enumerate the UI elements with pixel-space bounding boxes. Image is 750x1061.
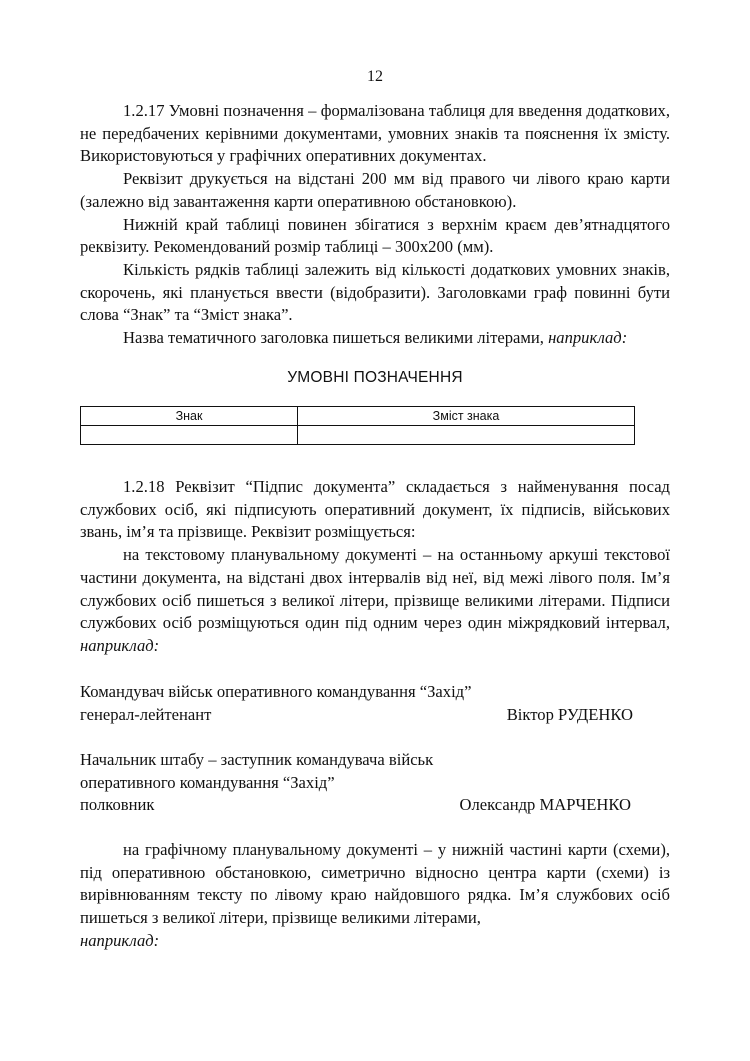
signature-position: оперативного командування “Захід”: [80, 772, 335, 792]
section-graphic-document: [80, 839, 670, 953]
signature-position: Командувач військ оперативного командування “Захід”: [80, 682, 472, 701]
table-cell: [298, 426, 635, 445]
signature-rank-name-row: [80, 704, 633, 727]
table-header-row: [81, 407, 635, 426]
signature-name: Олександр МАРЧЕНКО: [459, 795, 631, 815]
signature-block: [80, 749, 633, 817]
signature-rank-name-row: [80, 794, 633, 817]
paragraph-text: на текстовому планувальному документі – на останньому аркуші текстової частини документа, на відстані двох інтервалів від неї, від межі лівого поля. Ім’я службових осіб пишеться з великої літери, прізвище великими літерами. Підписи службових осіб розміщуються один під одним через один міжрядковий інтервал,: [80, 545, 670, 633]
section-1-2-18: [80, 476, 670, 658]
signature-name: Віктор РУДЕНКО: [506, 704, 633, 724]
paragraph: Нижній край таблиці повинен збігатися з верхнім краєм дев’ятнадцятого реквізиту. Рекомендований розмір таблиці – 300х200 (мм).: [80, 214, 670, 257]
table-row: [81, 426, 635, 445]
paragraph: Кількість рядків таблиці залежить від кількості додаткових умовних знаків, скорочень, які планується ввести (відобразити). Заголовками граф повинні бути слова “Знак” та “Зміст знака”.: [80, 259, 670, 325]
paragraph: на графічному планувальному документі – у нижній частині карти (схеми), під оперативною обстановкою, симетрично відносно центра карти (схеми) із вирівнюванням тексту по лівому краю найдовшого рядка. Ім’я службових осіб пишеться з великої літери, прізвище великими літерами,: [80, 840, 670, 928]
signature-block: [80, 681, 633, 726]
paragraph: 1.2.18 Реквізит “Підпис документа” складається з найменування посад службових осіб, які підписують оперативний документ, їх підписів, військових звань, ім’я та прізвище. Реквізит розміщується:: [80, 477, 670, 542]
signature-rank: генерал-лейтенант: [80, 704, 212, 724]
example-label: наприклад:: [548, 328, 628, 348]
paragraph: 1.2.17 Умовні позначення – формалізована таблиця для введення додаткових, не передбачених керівними документами, умовних знаків та пояснення їх змісту. Використовуються у графічних оперативних документах.: [80, 101, 670, 166]
page-number: 12: [367, 68, 383, 85]
signature-position: Начальник штабу – заступник командувача військ: [80, 750, 434, 769]
example-line: [80, 930, 670, 953]
paragraph-text: Назва тематичного заголовка пишеться великими літерами,: [123, 328, 544, 348]
legend-table: [80, 406, 635, 445]
paragraph: [80, 544, 670, 658]
signature-rank: полковник: [80, 795, 155, 815]
paragraph: [80, 327, 670, 350]
legend-table-title: УМОВНІ ПОЗНАЧЕННЯ: [287, 369, 463, 386]
column-header-sign: Знак: [81, 407, 298, 426]
paragraph: Реквізит друкується на відстані 200 мм від правого чи лівого краю карти (залежно від завантаження карти оперативною обстановкою).: [80, 169, 670, 211]
example-label: наприклад:: [80, 930, 160, 950]
column-header-meaning: Зміст знака: [298, 407, 635, 426]
table-cell: [81, 426, 298, 445]
section-1-2-17: [80, 100, 670, 350]
example-label: наприклад:: [80, 635, 160, 655]
